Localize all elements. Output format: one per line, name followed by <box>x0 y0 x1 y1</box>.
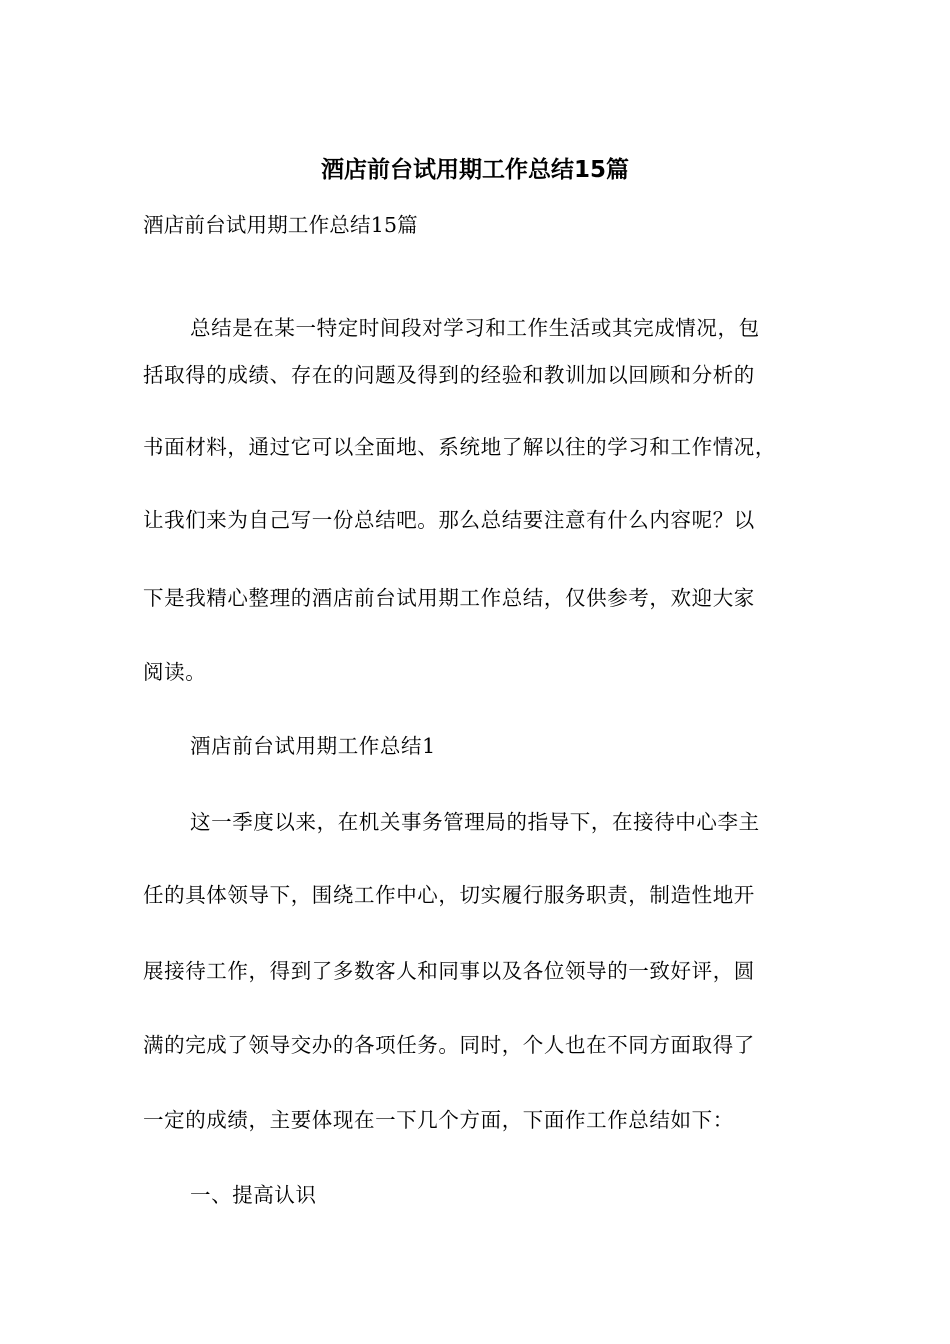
paragraph-line: 这一季度以来，在机关事务管理局的指导下，在接待中心李主 <box>190 810 760 834</box>
paragraph-line: 展接待工作，得到了多数客人和同事以及各位领导的一致好评，圆 <box>143 959 755 983</box>
section-heading: 酒店前台试用期工作总结1 <box>190 734 436 758</box>
paragraph-line: 下是我精心整理的酒店前台试用期工作总结，仅供参考，欢迎大家 <box>143 586 755 610</box>
document-subtitle: 酒店前台试用期工作总结15篇 <box>143 213 418 237</box>
paragraph-line: 总结是在某一特定时间段对学习和工作生活或其完成情况，包 <box>190 316 760 340</box>
paragraph-line: 阅读。 <box>143 660 207 684</box>
point-heading: 一、提高认识 <box>190 1183 317 1207</box>
paragraph-line: 一定的成绩，主要体现在一下几个方面，下面作工作总结如下： <box>143 1108 734 1132</box>
paragraph-line: 括取得的成绩、存在的问题及得到的经验和教训加以回顾和分析的 <box>143 363 755 387</box>
document-title: 酒店前台试用期工作总结15篇 <box>320 157 629 183</box>
paragraph-line: 让我们来为自己写一份总结吧。那么总结要注意有什么内容呢？以 <box>143 508 755 532</box>
paragraph-line: 满的完成了领导交办的各项任务。同时，个人也在不同方面取得了 <box>143 1033 755 1057</box>
paragraph-line: 任的具体领导下，围绕工作中心，切实履行服务职责，制造性地开 <box>143 883 755 907</box>
paragraph-line: 书面材料，通过它可以全面地、系统地了解以往的学习和工作情况， <box>143 435 776 459</box>
